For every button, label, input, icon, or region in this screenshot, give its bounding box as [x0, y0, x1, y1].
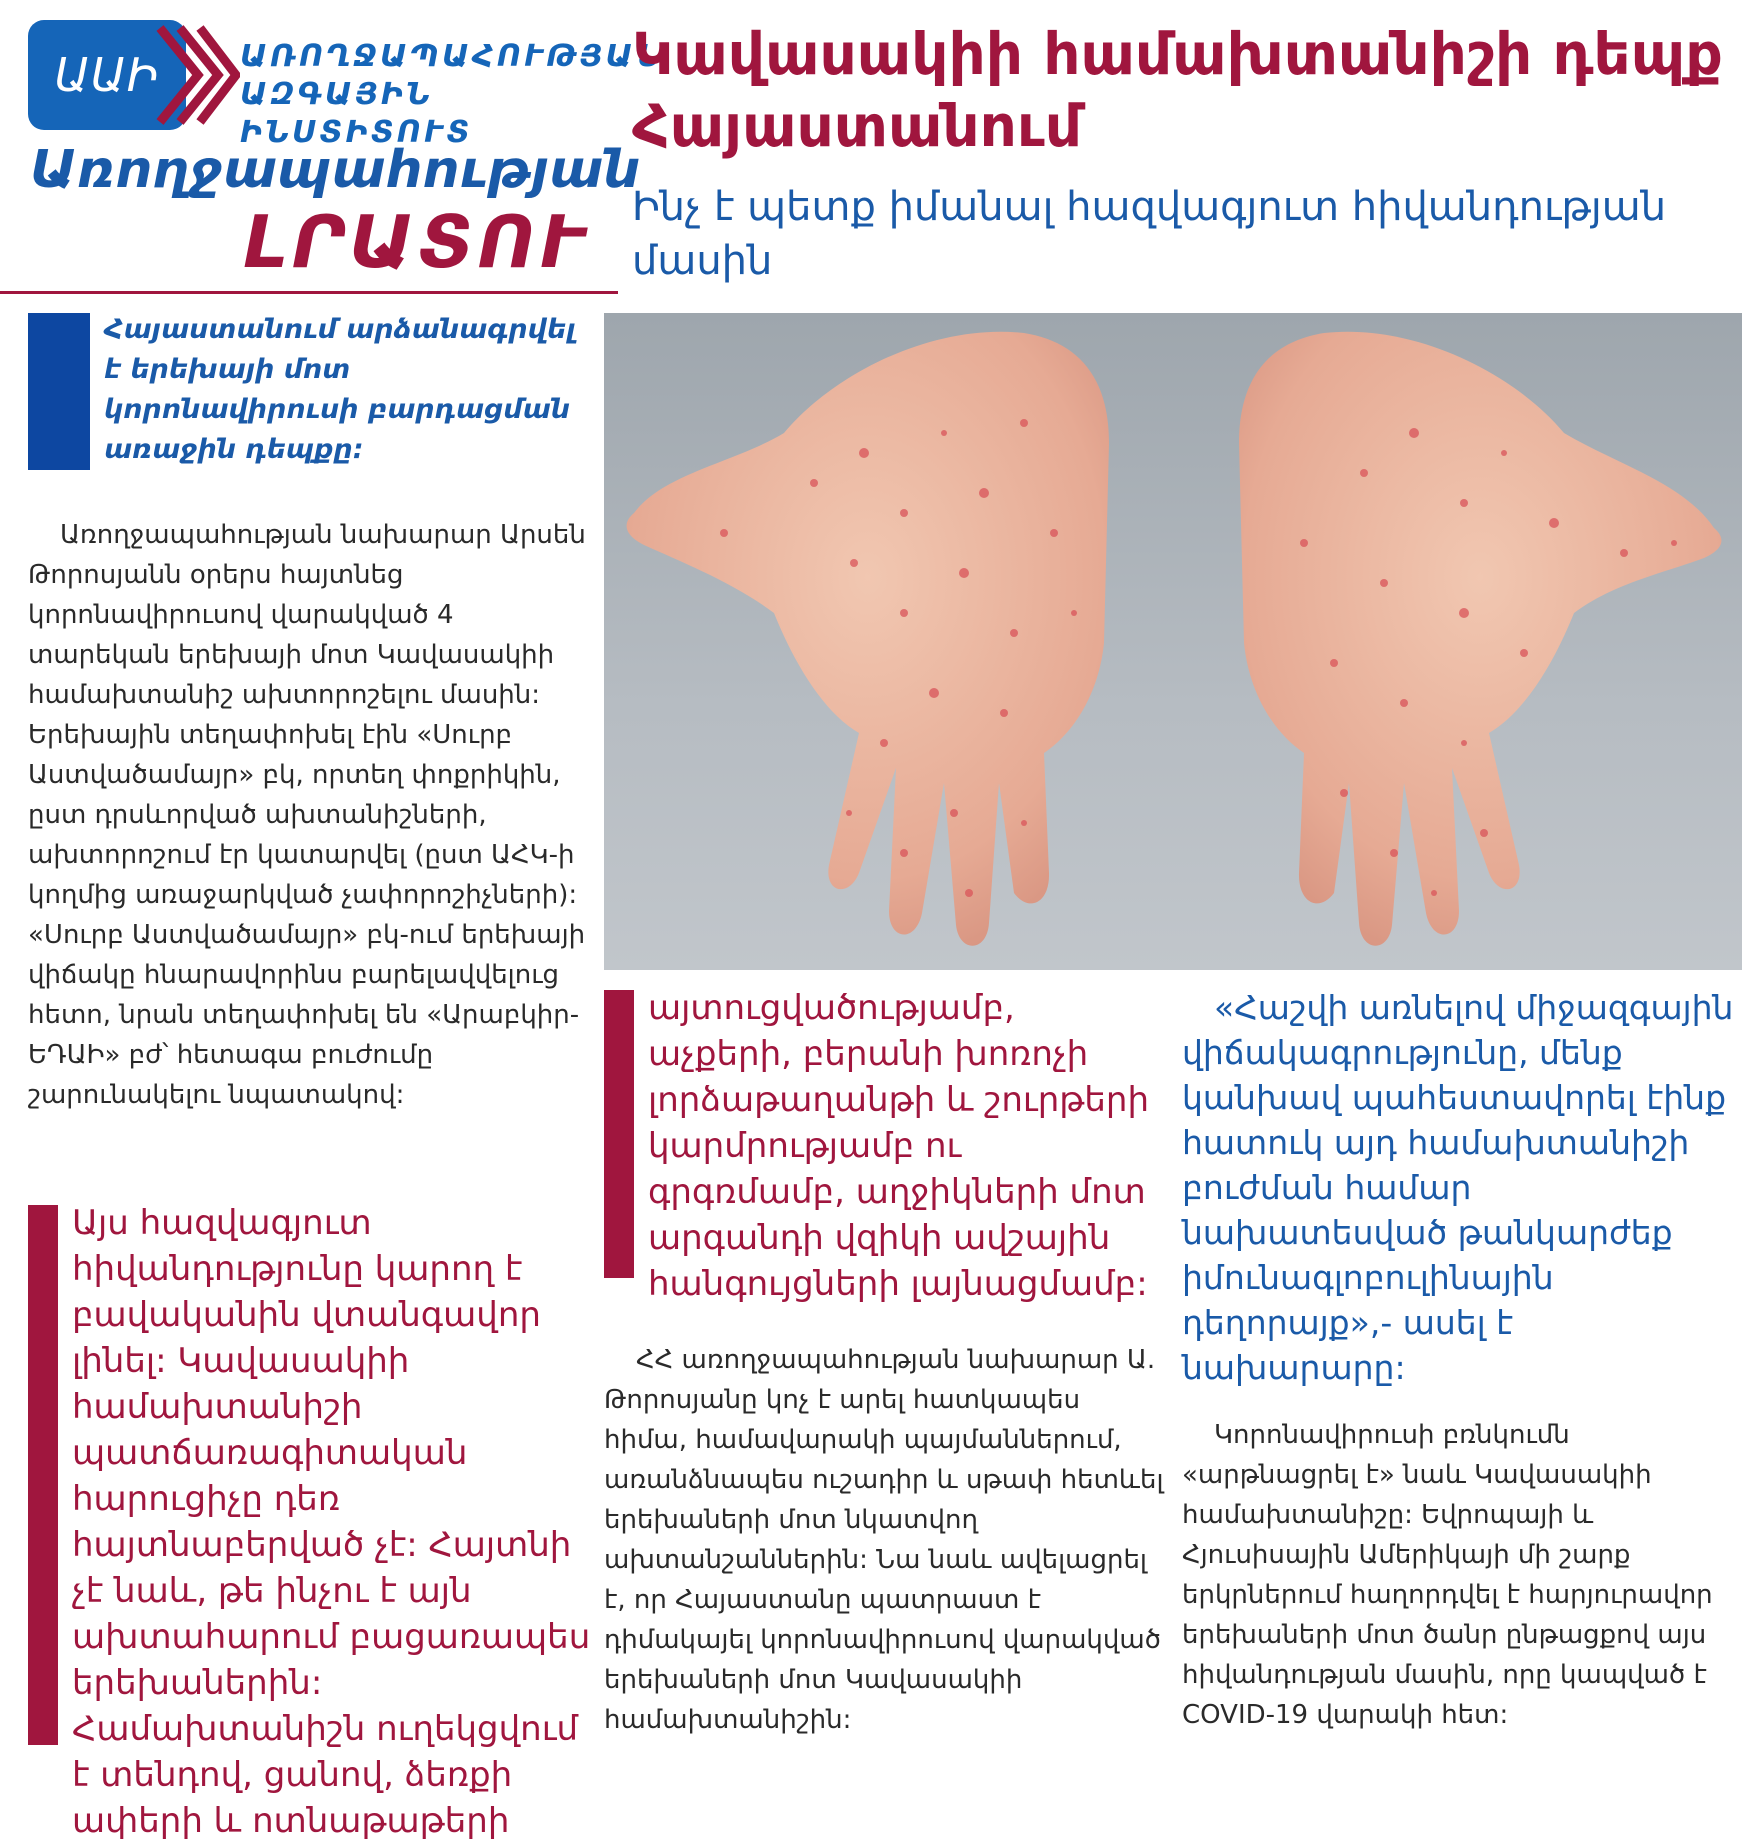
minister-quote: «Հաշվի առնելով միջազգային վիճակագրությունը, մենք կանխավ պահեստավորել էինք հատուկ այդ համախտանիշի բուժման համար նախատեսված թանկարժեք իմունագլոբուլինային դեղորայք»,- ասել է նախարարը:	[1182, 988, 1734, 1387]
body-text-3: Կորոնավիրուսի բռնկումն «արթնացրել է» նաև Կավասակիի համախտանիշը: Եվրոպայի և Հյուսիսային Ամերիկայի մի շարք երկրներում հաղորդվել է հարյուրավոր երեխաների մոտ ծանր ընթացքով այս հիվանդության մասին, որը կապված է COVID-19 վարակի հետ:	[1182, 1420, 1713, 1730]
article-lead: Հայաստանում արձանագրվել է երեխայի մոտ կորոնավիրուսի բարդացման առաջին դեպքը:	[104, 314, 576, 465]
brand-title-bottom: ԼՐԱՏՈՒ	[243, 200, 590, 284]
body-text-1: Առողջապահության նախարար Արսեն Թորոսյանն օրերս հայտնեց կորոնավիրուսով վարակված 4 տարեկան երեխայի մոտ Կավասակիի համախտանիշ ախտորոշելու մասին: Երեխային տեղափոխել էին «Սուրբ Աստվածամայր» բկ, որտեղ փոքրիկին, ըստ դրսևորված ախտանիշների, ախտորոշում էր կատարվել (ըստ ԱՀԿ-ի կողմից առաջարկված չափորոշիչների): «Սուրբ Աստվածամայր» բկ-ում երեխայի վիճակը հնարավորինս բարելավվելուց հետո, նրան տեղափոխել են «Արաբկիր-ԵԴԱԻ» բժ՝ հետագա բուժումը շարունակելու նպատակով:	[28, 520, 586, 1110]
quote-accent-bar	[28, 1205, 58, 1745]
institute-name	[240, 38, 663, 152]
masthead-divider	[0, 291, 618, 294]
chevron-logo-icon	[150, 20, 240, 130]
article-headline: Կավասակիի համախտանիշի դեպք Հայաստանում	[632, 20, 1723, 160]
lead-accent-bar	[28, 313, 90, 470]
logo-text: ԱԱԻ	[54, 48, 160, 102]
body-paragraph-1	[28, 515, 588, 1115]
hands-rash-photo	[604, 313, 1742, 970]
institute-name-line1: ԱՌՈՂՋԱՊԱՀՈՒԹՅԱՆ	[240, 39, 663, 74]
body-text-2: ՀՀ առողջապահության նախարար Ա. Թորոսյանը կոչ է արել հատկապես հիմա, համավարակի պայմաններում, առանձնապես ուշադիր և սթափ հետևել երեխաների մոտ նկատվող ախտանշաններին: Նա նաև ավելացրել է, որ Հայաստանը պատրաստ է դիմակայել կորոնավիրուսով վարակված երեխաների մոտ Կավասակիի համախտանիշին:	[604, 1345, 1164, 1735]
body-paragraph-3	[1182, 1415, 1740, 1735]
pull-quote-1: Այս հազվագյուտ հիվանդությունը կարող է բավականին վտանգավոր լինել: Կավասակիի համախտանիշի պատճառագիտական հարուցիչը դեռ հայտնաբերված չէ: Հայտնի չէ նաև, թե ինչու է այն ախտահարում բացառապես երեխաներին: Համախտանիշն ուղեկցվում է տենդով, ցանով, ձեռքի ափերի և ոտնաթաթերի	[72, 1203, 591, 1841]
institute-name-line2: ԱԶԳԱՅԻՆ ԻՆՍՏԻՏՈՒՏ	[240, 77, 473, 150]
brand-title-top: Առողջապահության	[30, 140, 641, 200]
pull-quote-1-continued: այտուցվածությամբ, աչքերի, բերանի խոռոչի լորձաթաղանթի և շուրթերի կարմրությամբ ու գրգռմամբ, աղջիկների մոտ արգանդի վզիկի ավշային հանգույցների լայնացմամբ:	[648, 988, 1150, 1304]
body-paragraph-2	[604, 1340, 1164, 1740]
quote-continuation-bar	[604, 990, 634, 1278]
article-subheadline: Ինչ է պետք իմանալ հազվագյուտ հիվանդության մասին	[632, 184, 1667, 284]
